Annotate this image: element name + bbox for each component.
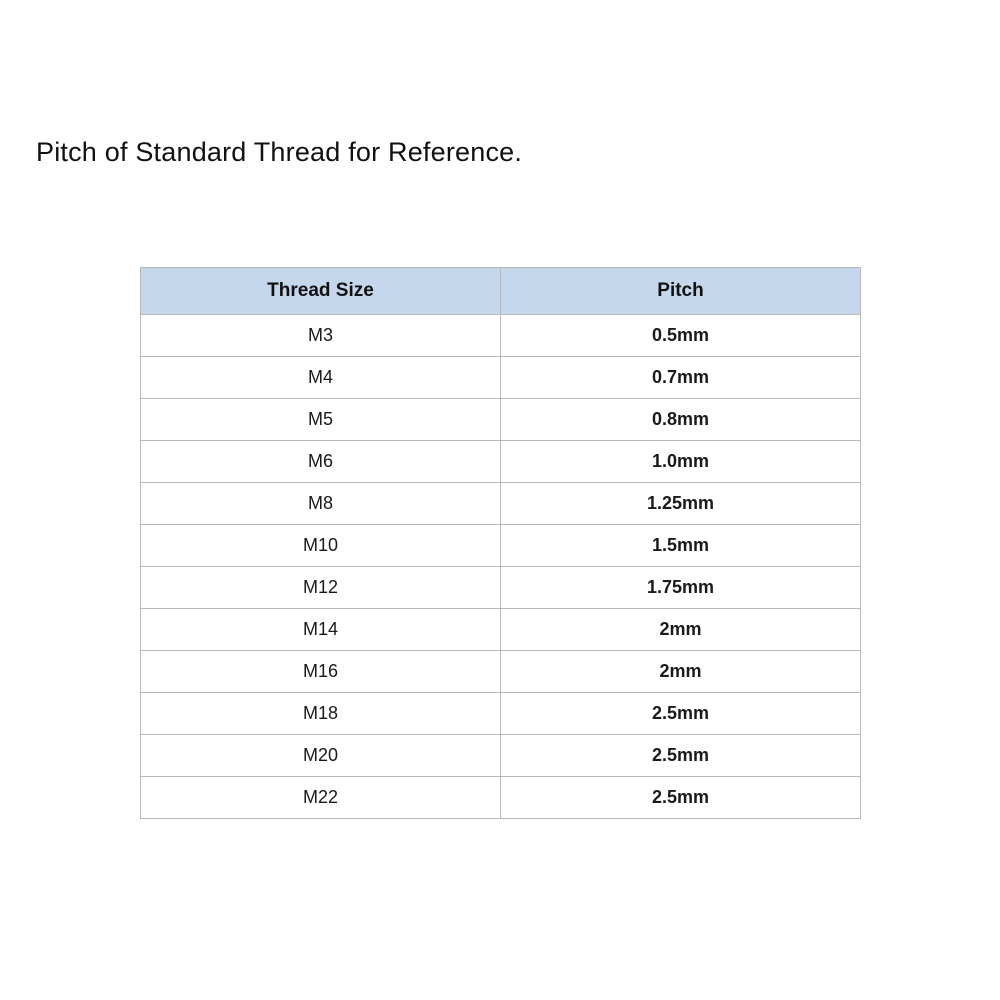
cell-pitch: 0.5mm [501,315,861,357]
cell-thread-size: M4 [141,357,501,399]
cell-pitch: 0.7mm [501,357,861,399]
cell-pitch: 1.75mm [501,567,861,609]
cell-thread-size: M12 [141,567,501,609]
cell-thread-size: M22 [141,777,501,819]
cell-thread-size: M6 [141,441,501,483]
cell-pitch: 2.5mm [501,693,861,735]
cell-thread-size: M5 [141,399,501,441]
cell-thread-size: M8 [141,483,501,525]
cell-pitch: 2mm [501,651,861,693]
table-row [141,315,861,357]
table-row [141,357,861,399]
table-row [141,567,861,609]
table-header-row [141,268,861,315]
table-row [141,399,861,441]
thread-pitch-table [140,267,861,819]
cell-pitch: 1.25mm [501,483,861,525]
table-body [141,315,861,819]
cell-pitch: 1.5mm [501,525,861,567]
cell-thread-size: M3 [141,315,501,357]
table-row [141,735,861,777]
cell-thread-size: M10 [141,525,501,567]
cell-thread-size: M14 [141,609,501,651]
table-row [141,525,861,567]
cell-pitch: 2mm [501,609,861,651]
cell-thread-size: M20 [141,735,501,777]
cell-pitch: 1.0mm [501,441,861,483]
table-row [141,441,861,483]
cell-thread-size: M18 [141,693,501,735]
table-header [141,268,861,315]
table-row [141,693,861,735]
table-row [141,777,861,819]
cell-pitch: 2.5mm [501,735,861,777]
thread-pitch-table-container [140,267,860,819]
cell-thread-size: M16 [141,651,501,693]
column-header-pitch: Pitch [501,268,861,315]
cell-pitch: 0.8mm [501,399,861,441]
table-row [141,609,861,651]
table-row [141,651,861,693]
page-title: Pitch of Standard Thread for Reference. [36,137,523,167]
table-row [141,483,861,525]
column-header-thread-size: Thread Size [141,268,501,315]
cell-pitch: 2.5mm [501,777,861,819]
